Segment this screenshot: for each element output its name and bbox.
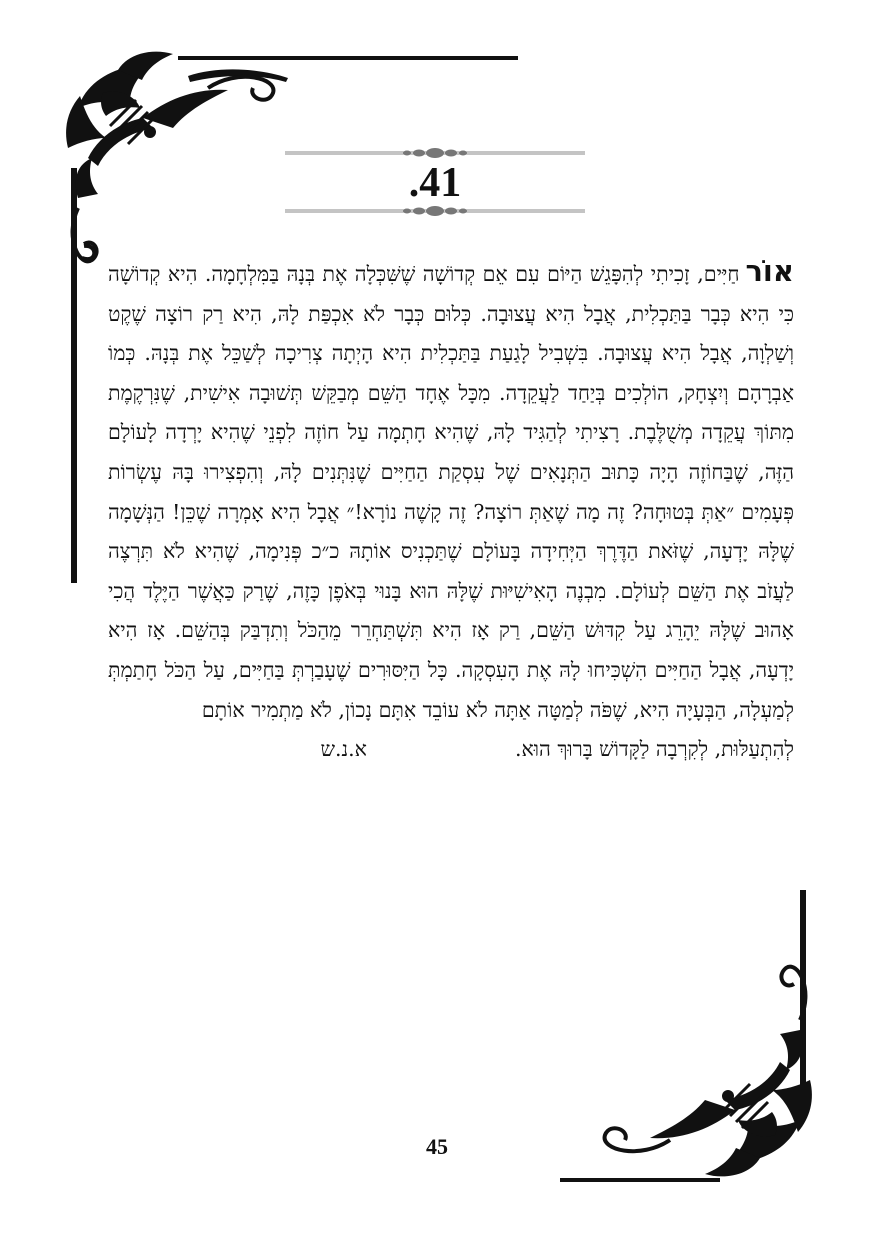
page-number: 45 <box>426 1134 448 1159</box>
opening-word: אוֹר <box>745 254 794 288</box>
closing-line <box>108 730 794 770</box>
header-divider-bottom <box>285 200 585 222</box>
chapter-body-text <box>108 252 794 770</box>
closing-text: לְהִתְעַלּוּת, לְקִרְבָה לַקָּדוֹשׁ בָּרוּךְ הוּא. <box>514 737 794 762</box>
author-signature: א.נ.ש <box>320 737 367 762</box>
body-paragraph <box>108 252 794 770</box>
chapter-number: .41 <box>408 160 462 206</box>
body-text: חַיִּים, זָכִיתִי לְהִפָּגֵשׁ הַיּוֹם עִם אֵם קְדוֹשָׁה שֶׁשִּׁכְּלָה אֶת בְּנָהּ בַּמִּלְחָמָה. הִיא קְדוֹשָׁה כִּי הִיא כְּבָר בַּתַּכְלִית, אֲבָל הִיא עֲצוּבָה. כְּלוּם כְּבָר לֹא אִכְפַּת לָהּ, הִיא רַק רוֹצָה שֶׁקֶט וְשַׁלְוָה, אֲבָל הִיא עֲצוּבָה. בִּשְׁבִיל לָגַעַת בַּתַּכְלִית הִיא הָיְתָה צְרִיכָה לְשַׁכֵּל אֶת בְּנָהּ. כְּמוֹ אַבְרָהָם וְיִצְחָק, הוֹלְכִים בְּיַחַד לַעֲקֵדָה. מִכָּל אֶחָד הַשֵּׁם מְבַקֵּשׁ תְּשׁוּבָה אִישִׁית, שֶׁנִּרְקֶמֶת מִתּוֹךְ עֲקֵדָה מְשֻׁלֶּבֶת. רָצִיתִי לְהַגִּיד לָהּ, שֶׁהִיא חָתְמָה עַל חוֹזֶה לִפְנֵי שֶׁהִיא יָרְדָה לָעוֹלָם הַזֶּה, שֶׁבַּחוֹזֶה הָיָה כָּתוּב הַתְּנָאִים שֶׁל עִסְקַת הַחַיִּים שֶׁנִּתְּנִים לָהּ, וְהִפְצִירוּ בָּהּ עֶשְׂרוֹת פְּעָמִים ״אַתְּ בְּטוּחָה? זֶה מָה שֶׁאַתְּ רוֹצָה? זֶה קָשֶׁה נוֹרָא!״ אֲבָל הִיא אָמְרָה שֶׁכֵּן! הַנְּשָׁמָה שֶׁלָּהּ יָדְעָה, שֶׁזֹּאת הַדֶּרֶךְ הַיְּחִידָה בָּעוֹלָם שֶׁתַּכְנִיס אוֹתָהּ כ״כ פְּנִימָה, שֶׁהִיא לֹא תִּרְצֶה לַעֲזֹב אֶת הַשֵּׁם לְעוֹלָם. מִבְנֶה הָאִישִׁיּוּת שֶׁלָּהּ הוּא בָּנוּי בְּאֹפֶן כָּזֶה, שֶׁרַק כַּאֲשֶׁר הַיֶּלֶד הֲכִי אָהוּב שֶׁלָּהּ יֵהָרֵג עַל קִדּוּשׁ הַשֵּׁם, רַק אָז הִיא תִּשְׁתַּחְרֵר מֵהַכֹּל וְתִדְבַּק בְּהַשֵּׁם. אָז הִיא יָדְעָה, אֲבָל הַחַיִּים הִשְׁכִּיחוּ לָהּ אֶת הָעִסְקָה. כָּל הַיִּסּוּרִים שֶׁעָבַרְתְּ בַּחַיִּים, עַל הַכֹּל חָתַמְתְּ לְמַעְלָה, הַבְּעָיָה הִיא, שֶׁפֹּה לְמַטָּה אַתָּה לֹא עוֹבֵד אִתָּם נָכוֹן, לֹא מַתְמִיר אוֹתָם <box>108 262 794 722</box>
corner-ornament-bottom-right <box>560 890 820 1190</box>
